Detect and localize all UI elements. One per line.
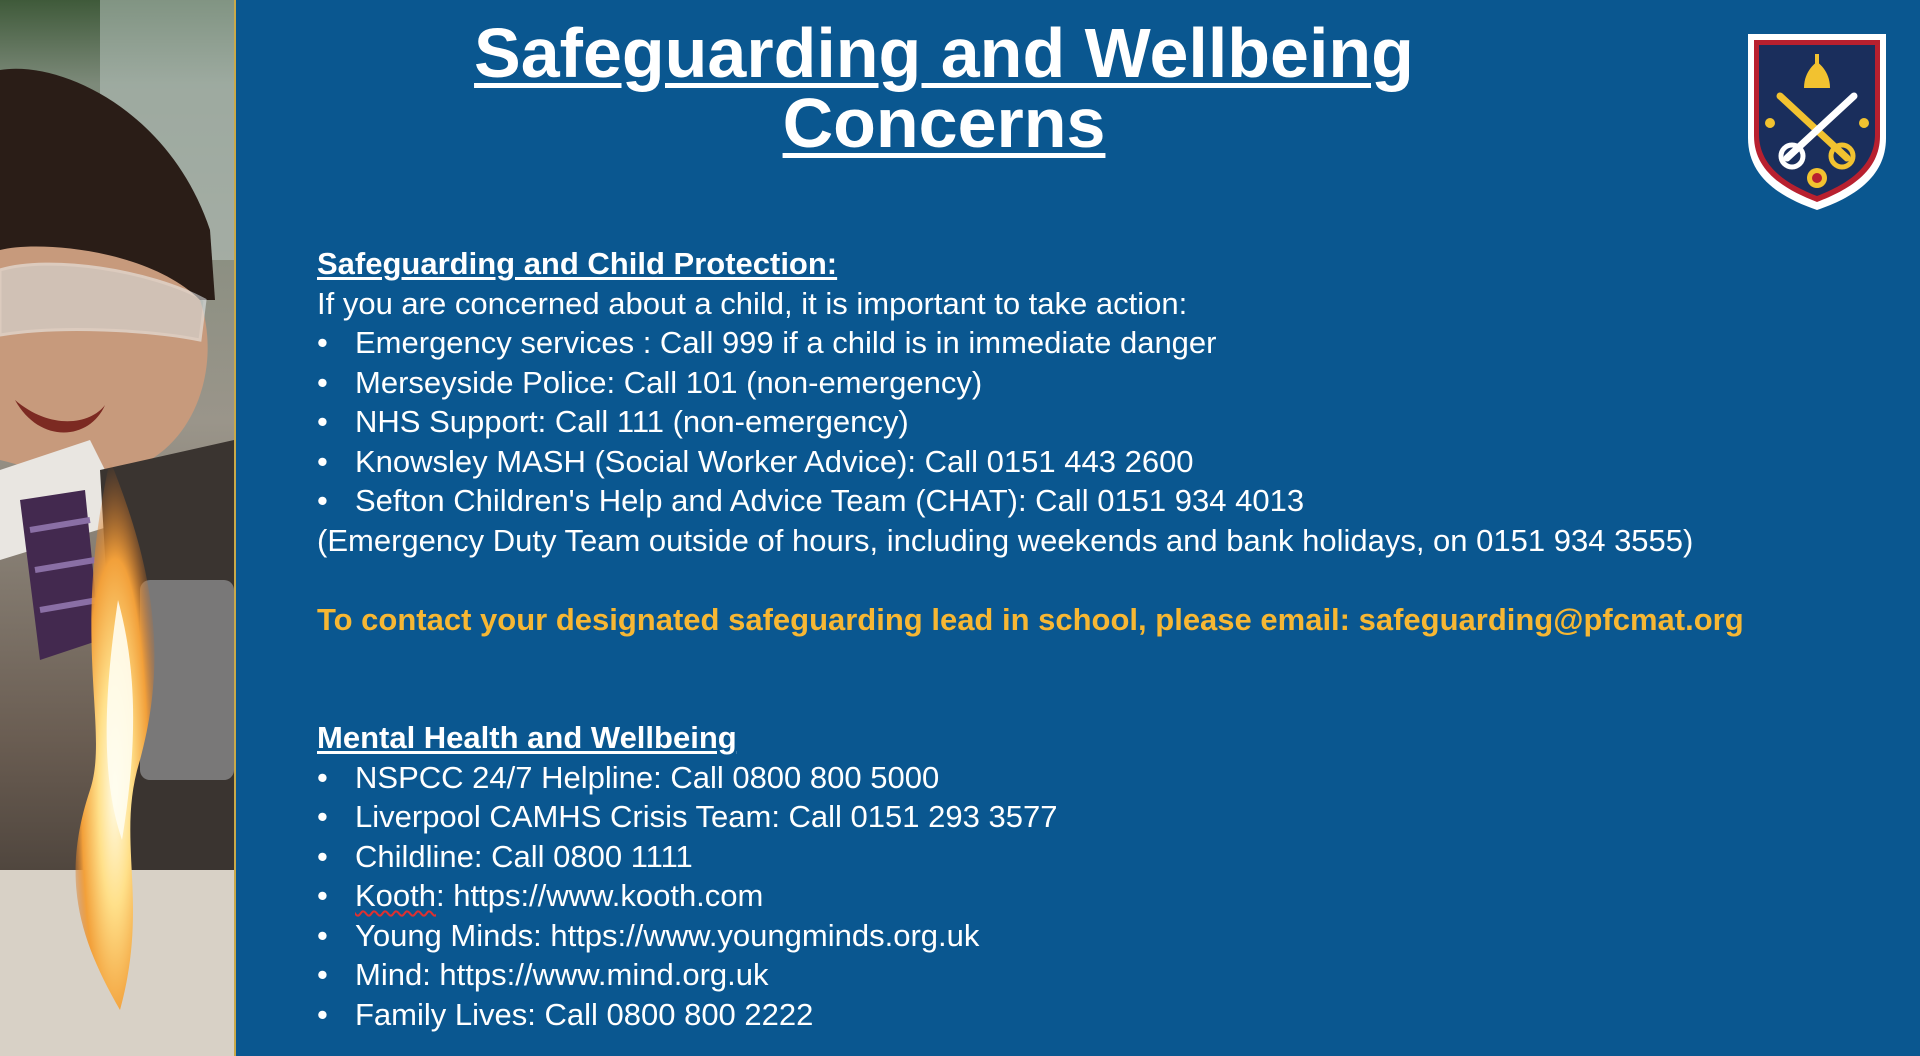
list-item: • NHS Support: Call 111 (non-emergency): [317, 402, 1877, 442]
list-item-kooth: [317, 876, 1877, 916]
list-item: • Sefton Children's Help and Advice Team (CHAT): Call 0151 934 4013: [317, 481, 1877, 521]
emergency-duty-note: (Emergency Duty Team outside of hours, including weekends and bank holidays, on 0151 934 3555): [317, 522, 1694, 558]
list-item: • Mind: https://www.mind.org.uk: [317, 955, 1877, 995]
wellbeing-list: [317, 758, 1877, 1035]
kooth-name: Kooth: [355, 878, 437, 913]
list-item: • NSPCC 24/7 Helpline: Call 0800 800 5000: [317, 758, 1877, 798]
safeguarding-heading: Safeguarding and Child Protection:: [317, 246, 838, 281]
wellbeing-heading: Mental Health and Wellbeing: [317, 720, 737, 755]
safeguarding-list: [317, 323, 1877, 521]
list-item: • Liverpool CAMHS Crisis Team: Call 0151 293 3577: [317, 797, 1877, 837]
school-crest-icon: [1742, 28, 1892, 214]
kooth-link: : https://www.kooth.com: [436, 878, 764, 913]
student-photo: [0, 0, 234, 1056]
list-item: • Merseyside Police: Call 101 (non-emergency): [317, 363, 1877, 403]
list-item: • Emergency services : Call 999 if a child is in immediate danger: [317, 323, 1877, 363]
safeguarding-contact: To contact your designated safeguarding lead in school, please email: safeguarding@pfcmat.org: [317, 601, 1744, 637]
page-title: [236, 14, 1652, 162]
title-line-2: Concerns: [782, 84, 1106, 162]
title-line-1: Safeguarding and Wellbeing: [474, 14, 1414, 92]
list-item: • Knowsley MASH (Social Worker Advice): Call 0151 443 2600: [317, 442, 1877, 482]
student-flame-image: [0, 0, 234, 1056]
photo-divider: [234, 0, 236, 1056]
list-item: • Family Lives: Call 0800 800 2222: [317, 995, 1877, 1035]
main-content: [317, 244, 1877, 1034]
safeguarding-intro: If you are concerned about a child, it is important to take action:: [317, 285, 1188, 321]
list-item: • Childline: Call 0800 1111: [317, 837, 1877, 877]
list-item: • Young Minds: https://www.youngminds.org.uk: [317, 916, 1877, 956]
